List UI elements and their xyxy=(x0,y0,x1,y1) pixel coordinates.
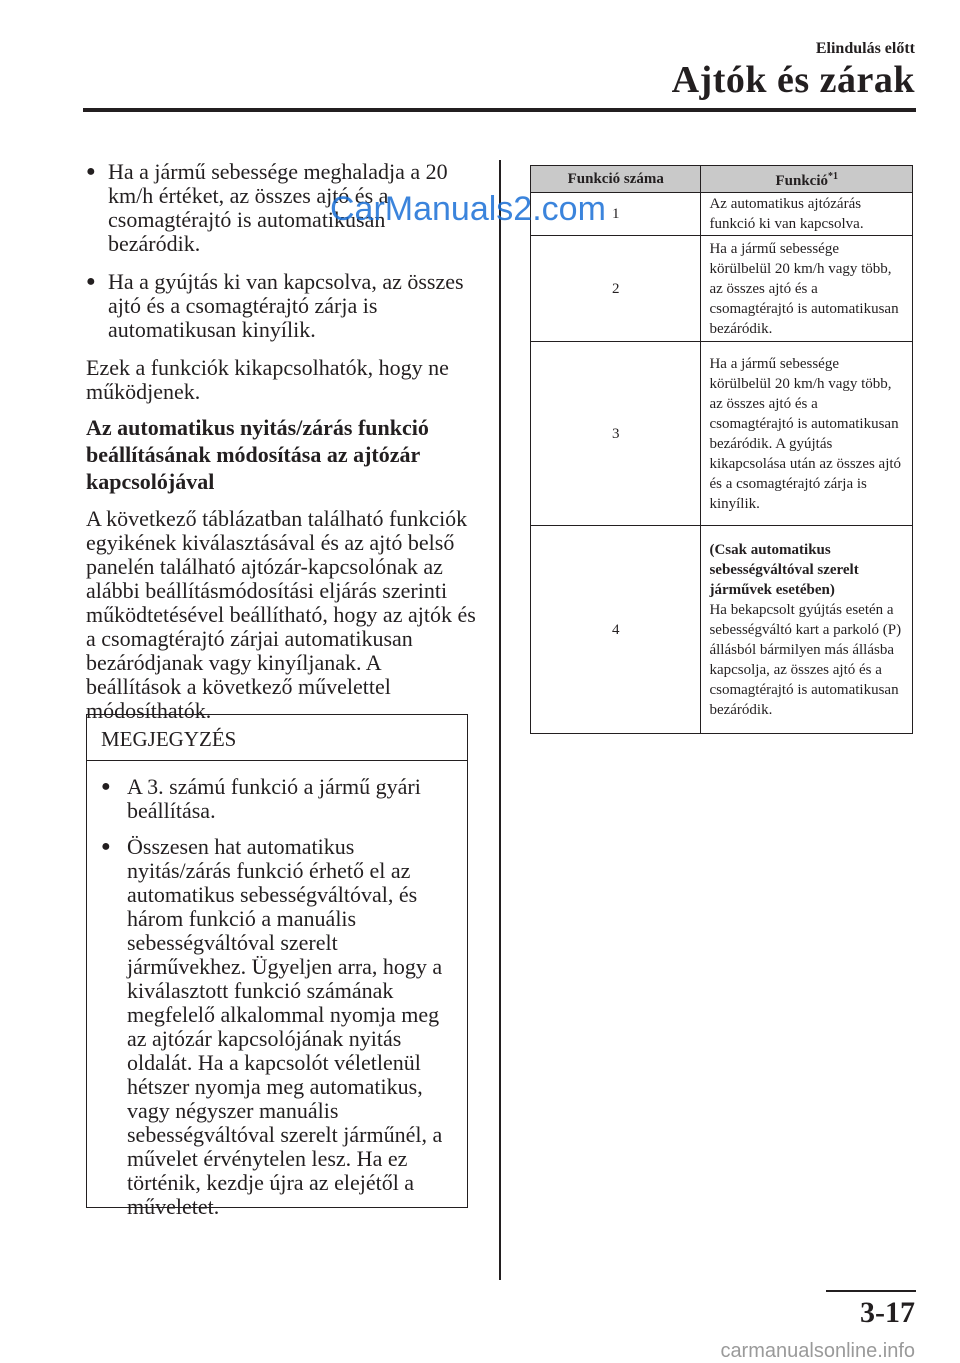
note-heading: MEGJEGYZÉS xyxy=(87,715,467,761)
page-number: 3-17 xyxy=(860,1296,915,1329)
footer-rule xyxy=(826,1290,916,1292)
function-condition: (Csak automatikus sebességváltóval szerelt járművek esetében) xyxy=(709,541,859,598)
table-row xyxy=(531,526,913,734)
header-section-label: Elindulás előtt xyxy=(815,40,915,57)
paragraph-procedure: A következő táblázatban található funkciók egyikének kiválasztásával és az ajtó belső panelén található ajtózár-kapcsolónak az alábbi beállításmódosítási eljárás szerinti működtetésével beállítható, hogy az ajtók és a csomagtérajtó zárjai automatikusan bezáródjanak vagy kinyíljanak. A beállítások a következő művelettel módosíthatók. xyxy=(86,506,476,723)
function-description xyxy=(701,193,913,236)
page-title: Ajtók és zárak xyxy=(671,59,915,101)
function-text: Ha bekapcsolt gyújtás esetén a sebességváltó kart a parkoló (P) állásból bármilyen más állásba kapcsolja, az összes ajtó és a csomagtérajtó is automatikusan bezáródik. xyxy=(709,601,902,718)
bullet-text: Összesen hat automatikus nyitás/zárás funkció érhető el az automatikus sebességváltóval, és három funkció a manuális sebességváltóval szerelt járművekhez. Ügyeljen arra, hogy a kiválasztott funkció számának megfelelő alkalommal nyomja meg az ajtózár kapcsolójának nyitás oldalát. Ha a kapcsolót véletlenül hétszer nyomja meg automatikus, vagy négyszer manuális sebességváltóval szerelt járműnél, a művelet érvénytelen lesz. Ha ez történik, kezdje újra az elejétől a műveletet. xyxy=(127,834,443,1219)
bullet-text: Ha a jármű sebessége meghaladja a 20 km/h értéket, az összes ajtó és a csomagtérajtó is automatikusan bezáródik. xyxy=(108,159,448,256)
function-number: 1 xyxy=(531,193,701,236)
paragraph-disable-info: Ezek a funkciók kikapcsolhatók, hogy ne működjenek. xyxy=(86,355,449,404)
note-body xyxy=(87,761,467,1219)
column-header-function xyxy=(701,166,913,193)
bullet-text: Ha a gyújtás ki van kapcsolva, az összes ajtó és a csomagtérajtó zárja is automatikusan kinyílik. xyxy=(108,269,464,342)
list-item xyxy=(101,775,453,823)
watermark-logo: CarManuals2.com xyxy=(330,190,606,228)
function-text: Az automatikus ajtózárás funkció ki van kapcsolva. xyxy=(709,196,864,232)
function-table xyxy=(530,165,913,734)
function-text: Ha a jármű sebessége körülbelül 20 km/h vagy több, az összes ajtó és a csomagtérajtó is automatikusan bezáródik. A gyújtás kikapcsolása után az összes ajtó és a csomagtérajtó zárja is kinyílik. xyxy=(709,355,902,512)
bullet-text: A 3. számú funkció a jármű gyári beállítása. xyxy=(127,774,421,823)
function-description xyxy=(701,342,913,526)
bullet-dot-icon: ● xyxy=(86,163,96,180)
function-number: 2 xyxy=(531,236,701,342)
column-header-function-label: Funkció xyxy=(775,173,828,189)
note-box xyxy=(86,714,468,1219)
table-row xyxy=(531,236,913,342)
left-column xyxy=(86,160,476,733)
function-number: 3 xyxy=(531,342,701,526)
list-item xyxy=(101,835,453,1219)
table-header-row xyxy=(531,166,913,193)
list-item xyxy=(86,270,476,342)
function-description xyxy=(701,526,913,734)
footer-site-link[interactable]: carmanualsonline.info xyxy=(720,1340,915,1362)
bullet-dot-icon: ● xyxy=(101,778,111,795)
footnote-marker: *1 xyxy=(827,171,838,182)
column-divider xyxy=(499,160,501,1280)
bullet-dot-icon: ● xyxy=(101,838,111,855)
function-description xyxy=(701,236,913,342)
table-row xyxy=(531,342,913,526)
bullet-dot-icon: ● xyxy=(86,273,96,290)
section-heading: Az automatikus nyitás/zárás funkció beállításának módosítása az ajtózár kapcsolójával xyxy=(86,415,429,494)
column-header-number: Funkció száma xyxy=(531,166,701,193)
header-rule xyxy=(83,108,916,112)
function-number: 4 xyxy=(531,526,701,734)
function-text: Ha a jármű sebessége körülbelül 20 km/h vagy több, az összes ajtó és a csomagtérajtó is automatikusan bezáródik. xyxy=(709,240,899,337)
